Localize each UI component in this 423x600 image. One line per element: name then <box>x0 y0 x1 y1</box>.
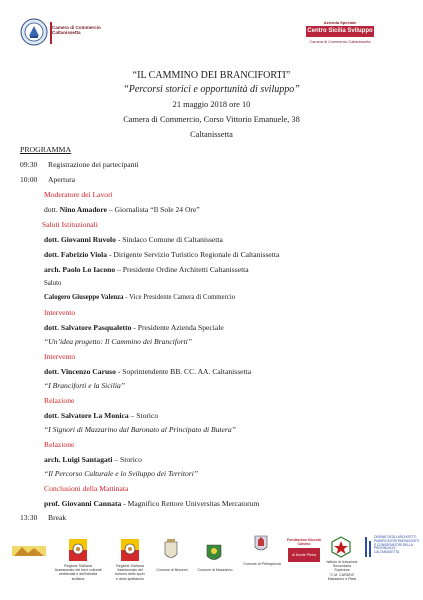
loiacono-name: arch. Paolo Lo Iacono <box>44 265 116 274</box>
istituto-text <box>322 560 362 581</box>
pietraperzia-crest-icon <box>254 532 268 554</box>
speaker-ruvolo <box>44 235 223 244</box>
break-text: Break <box>48 513 67 522</box>
loiacono-role: – Presidente Ordine Architetti Caltanissetta <box>115 265 249 274</box>
time-1000: 10:00 <box>20 175 38 184</box>
event-place: Camera di Commercio, Corso Vittorio Emanuele, 38 <box>123 115 300 124</box>
cannata-role: - Magnifico Rettore Universitas Mercatorum <box>121 499 260 508</box>
comune-pietraperzia: Comune di Pietraperzia <box>243 562 281 566</box>
event-subtitle: “Percorsi storici e opportunità di sviluppo” <box>123 84 300 95</box>
conclusioni-label: Conclusioni della Mattinata <box>44 484 129 493</box>
ordine-mark-icon <box>364 536 374 558</box>
speaker-caruso <box>44 367 251 376</box>
left-logo-text <box>52 25 101 36</box>
valenza-name: Calogero Giuseppe Valenza <box>44 294 124 301</box>
ordine-line2: PIANIFICATORI PAESAGGISTI <box>374 538 419 543</box>
moderatore-line <box>44 205 200 214</box>
speaker-valenza <box>44 294 235 301</box>
right-logo-box: Centro Sicilia Sviluppo <box>306 26 374 37</box>
viola-role: - Dirigente Servizio Turistico Regionale di Caltanissetta <box>107 250 280 259</box>
niscemi-crest-icon <box>164 538 178 562</box>
lamonica-name: dott. Salvatore La Monica <box>44 411 129 420</box>
saluto-label: Saluto <box>44 280 62 287</box>
ordine-architetti-logo <box>364 536 420 564</box>
program-heading: PROGRAMMA <box>20 145 72 154</box>
seal-icon <box>20 18 48 46</box>
regione-text-2 <box>108 564 152 581</box>
lamonica-talk: “I Signori di Mazzarino dal Baronato al Principato di Butera” <box>44 425 236 434</box>
left-logo-line1: Camera di Commercio <box>52 25 101 30</box>
camera-commercio-logo <box>20 18 110 48</box>
sponsor-logo-1-icon <box>10 542 48 560</box>
caruso-role: - Soprintendente BB. CC. AA. Caltanissetta <box>115 367 252 376</box>
event-date: 21 maggio 2018 ore 10 <box>172 100 251 109</box>
right-logo-bottom: Camera di Commercio Caltanissetta <box>309 40 371 44</box>
regione1-line1: Regione Siciliana <box>64 564 92 568</box>
fondazione-logo <box>286 538 322 562</box>
regione2-line3: turismo dello sport <box>115 572 145 577</box>
regione-sicilia-emblem-2-icon <box>120 538 140 562</box>
sponsor-footer <box>0 532 423 600</box>
regione-sicilia-emblem-icon <box>68 538 88 562</box>
fondazione-line1: Fondazione Niccolò <box>287 538 321 542</box>
mazzarino-crest-icon <box>206 542 222 564</box>
relazione2-label: Relazione <box>44 440 75 449</box>
istituto-line2: Secondaria <box>332 564 352 569</box>
registration-text: Registrazione dei partecipanti <box>48 160 139 169</box>
moderatore-name: Nino Amadore <box>59 205 107 214</box>
left-logo-line2: Caltanissetta <box>52 30 81 36</box>
fondazione-badge <box>288 548 320 562</box>
caruso-talk: “I Branciforti e la Sicilia” <box>44 381 125 390</box>
speaker-loiacono <box>44 265 249 274</box>
moderatore-prefix: dott. <box>44 205 58 214</box>
ordine-line3: E CONSERVATORI DELLA <box>374 542 413 547</box>
viola-name: dott. Fabrizio Viola <box>44 250 108 259</box>
centro-sicilia-sviluppo-logo <box>302 20 402 52</box>
time-0930: 09:30 <box>20 160 38 169</box>
fondazione-name <box>286 538 322 546</box>
time-1330: 13:30 <box>20 513 38 522</box>
ordine-line4: PROVINCIA DI CALTANISSETTA <box>374 546 400 555</box>
cannata-name: prof. Giovanni Cannata <box>44 499 122 508</box>
pasqualetto-talk: “Un’idea progetto: Il Cammino dei Branciforti” <box>44 337 193 346</box>
speaker-cannata <box>44 499 259 508</box>
speaker-santagati <box>44 455 142 464</box>
regione2-line4: e dello spettacolo <box>116 576 144 581</box>
italian-republic-emblem-icon <box>330 536 352 558</box>
fondazione-line2: Calvino <box>297 542 311 547</box>
valenza-role: - Vice Presidente Camera di Commercio <box>123 294 236 301</box>
right-logo-top: Azienda Speciale <box>323 20 357 25</box>
intervento1-label: Intervento <box>44 308 76 317</box>
pasqualetto-role: - Presidente Azienda Speciale <box>131 323 224 332</box>
istituto-line5: Mazzarino e Riesi <box>327 576 357 581</box>
caruso-name: dott. Vincenzo Caruso <box>44 367 116 376</box>
event-city: Caltanissetta <box>190 130 233 139</box>
santagati-role: – Storico <box>112 455 142 464</box>
istituto-line4: "C.M. CARAFA" <box>329 572 355 577</box>
regione2-line1: Regione Siciliana <box>116 564 144 568</box>
saluti-label: Saluti Istituzionali <box>42 220 98 229</box>
ruvolo-role: - Sindaco Comune di Caltanissetta <box>115 235 223 244</box>
comune-mazzarino: Comune di Mazzarino <box>197 568 233 572</box>
santagati-name: arch. Luigi Santagati <box>44 455 113 464</box>
event-title: “IL CAMMINO DEI BRANCIFORTI” <box>132 70 291 81</box>
regione1-line3: ambientali e dell'identità siciliana <box>58 572 98 581</box>
intervento2-label: Intervento <box>44 352 76 361</box>
ordine-line1: ORDINE DEGLI ARCHITETTI <box>374 535 417 539</box>
regione-text-1 <box>52 564 104 581</box>
ruvolo-name: dott. Giovanni Ruvolo <box>44 235 116 244</box>
istituto-line1: Istituto di Istruzione <box>326 560 358 564</box>
speaker-pasqualetto <box>44 323 224 332</box>
pasqualetto-name: dott. Salvatore Pasqualetto <box>44 323 132 332</box>
moderatore-role: – Giornalista “Il Sole 24 Ore” <box>108 205 200 214</box>
regione1-line2: Assessorato dei beni culturali <box>54 568 102 573</box>
relazione1-label: Relazione <box>44 396 75 405</box>
comune-niscemi: Comune di Niscemi <box>156 568 188 572</box>
apertura-text: Apertura <box>48 175 75 184</box>
speaker-viola <box>44 250 279 259</box>
fondazione-sub: di Monte Pietra <box>291 553 317 557</box>
speaker-lamonica <box>44 411 158 420</box>
regione2-line2: Assessorato del <box>117 568 143 573</box>
santagati-talk: “Il Percorso Culturale e lo Sviluppo dei Territori” <box>44 469 199 478</box>
lamonica-role: – Storico <box>128 411 159 420</box>
ordine-text <box>374 536 420 555</box>
istituto-line3: Superiore <box>334 568 350 573</box>
moderatore-label: Moderatore dei Lavori <box>44 190 113 199</box>
